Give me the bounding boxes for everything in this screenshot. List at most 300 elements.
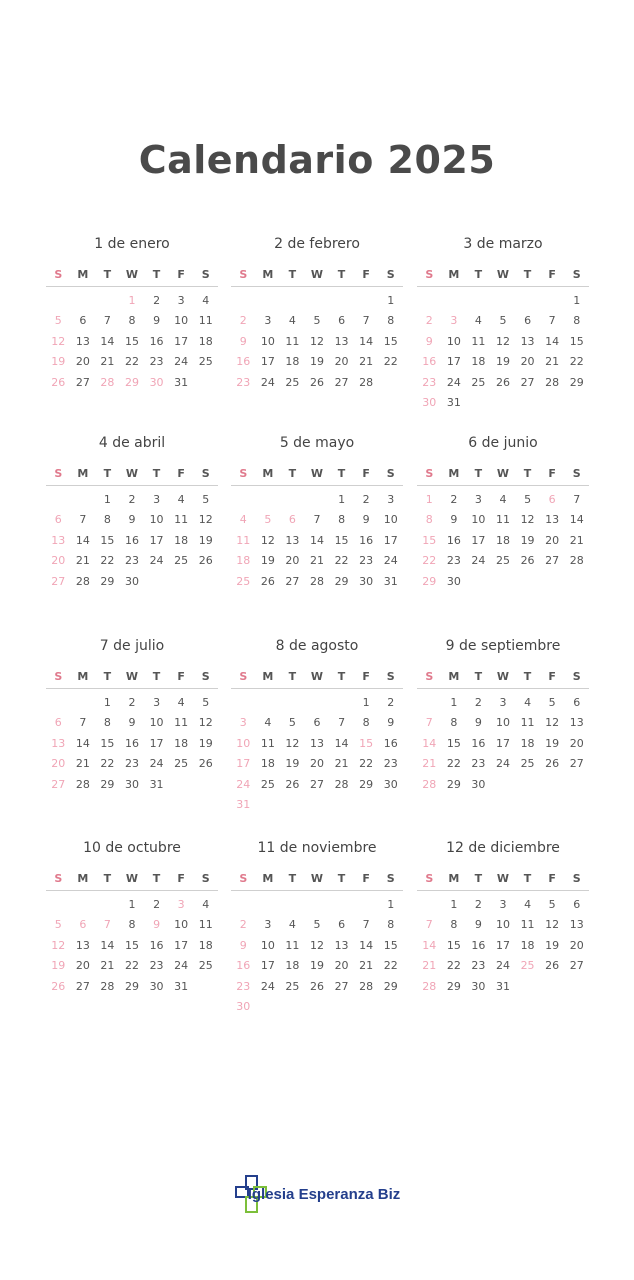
day-cell: 7 xyxy=(362,314,370,328)
day-cell: 10 xyxy=(236,736,251,750)
weekday-label: T xyxy=(523,268,532,281)
day-cell: 6 xyxy=(548,493,556,506)
weekday-label: W xyxy=(496,872,510,885)
day-cell: 24 xyxy=(383,554,398,568)
weekday-label: S xyxy=(572,467,581,480)
day-cell: 16 xyxy=(422,355,437,369)
day-cell: 11 xyxy=(174,513,189,527)
day-cell: 1 xyxy=(103,696,111,709)
weekday-label: S xyxy=(386,268,395,281)
day-cell: 4 xyxy=(524,696,532,709)
day-cell: 7 xyxy=(338,716,346,730)
day-cell: 25 xyxy=(520,757,535,771)
day-cell: 18 xyxy=(285,959,300,973)
weekday-label: S xyxy=(201,268,210,281)
weekday-label: T xyxy=(103,670,112,683)
weekday-label: F xyxy=(362,467,370,480)
day-cell: 23 xyxy=(359,554,374,568)
weekday-label: T xyxy=(337,872,346,885)
day-cell: 8 xyxy=(450,918,458,932)
day-cell: 16 xyxy=(236,355,251,369)
day-cell: 28 xyxy=(359,375,374,389)
weekday-label: S xyxy=(386,467,395,480)
day-cell: 29 xyxy=(100,574,115,588)
day-cell: 16 xyxy=(471,736,486,750)
day-cell: 7 xyxy=(425,918,433,932)
day-cell: 19 xyxy=(285,757,300,771)
day-cell: 21 xyxy=(75,757,90,771)
day-cell: 5 xyxy=(264,513,272,527)
weekday-label: F xyxy=(177,872,185,885)
day-cell: 5 xyxy=(548,898,556,911)
weekday-label: W xyxy=(310,268,324,281)
day-cell: 12 xyxy=(198,716,213,730)
day-cell: 20 xyxy=(51,757,66,771)
day-cell: 10 xyxy=(495,918,510,932)
day-cell: 26 xyxy=(198,554,213,568)
days-grid xyxy=(231,490,403,592)
weekday-label: S xyxy=(54,467,63,480)
day-cell: 3 xyxy=(177,294,185,307)
weekday-label: F xyxy=(548,268,556,281)
weekday-label: M xyxy=(262,872,274,885)
day-cell: 31 xyxy=(236,797,251,811)
day-cell: 6 xyxy=(573,898,581,911)
weekday-label: T xyxy=(288,872,297,885)
month-8 xyxy=(231,635,403,815)
day-cell: 9 xyxy=(153,918,161,932)
day-cell: 15 xyxy=(383,938,398,952)
day-cell: 17 xyxy=(495,938,510,952)
day-cell: 1 xyxy=(387,898,395,911)
day-cell: 3 xyxy=(264,918,272,932)
day-cell: 29 xyxy=(100,777,115,791)
day-cell: 12 xyxy=(51,334,66,348)
day-cell: 29 xyxy=(124,375,139,389)
day-cell: 23 xyxy=(471,959,486,973)
day-cell: 2 xyxy=(153,294,161,307)
day-cell: 4 xyxy=(524,898,532,911)
day-cell: 11 xyxy=(198,918,213,932)
day-cell: 13 xyxy=(520,334,535,348)
day-cell: 6 xyxy=(79,918,87,932)
day-cell: 22 xyxy=(100,554,115,568)
weekday-header xyxy=(417,463,589,486)
day-cell: 30 xyxy=(446,574,461,588)
month-11 xyxy=(231,837,403,1017)
weekday-label: S xyxy=(239,467,248,480)
days-grid xyxy=(417,693,589,795)
day-cell: 13 xyxy=(51,533,66,547)
day-cell: 16 xyxy=(471,938,486,952)
day-cell: 14 xyxy=(75,736,90,750)
day-cell: 13 xyxy=(569,716,584,730)
day-cell: 7 xyxy=(103,314,111,328)
weekday-label: T xyxy=(152,670,161,683)
day-cell: 12 xyxy=(309,334,324,348)
day-cell: 20 xyxy=(520,355,535,369)
day-cell: 22 xyxy=(334,554,349,568)
day-cell: 15 xyxy=(422,533,437,547)
day-cell: 30 xyxy=(359,574,374,588)
day-cell: 4 xyxy=(239,513,247,527)
day-cell: 2 xyxy=(128,696,136,709)
day-cell: 24 xyxy=(260,375,275,389)
day-cell: 9 xyxy=(450,513,458,527)
day-cell: 17 xyxy=(471,533,486,547)
day-cell: 14 xyxy=(75,533,90,547)
day-cell: 11 xyxy=(260,736,275,750)
day-cell: 10 xyxy=(174,918,189,932)
day-cell: 14 xyxy=(359,334,374,348)
day-cell: 16 xyxy=(359,533,374,547)
day-cell: 18 xyxy=(520,736,535,750)
day-cell: 10 xyxy=(471,513,486,527)
weekday-label: S xyxy=(386,872,395,885)
day-cell: 2 xyxy=(387,696,395,709)
day-cell: 19 xyxy=(198,736,213,750)
day-cell: 27 xyxy=(285,574,300,588)
day-cell: 17 xyxy=(149,533,164,547)
day-cell: 15 xyxy=(334,533,349,547)
day-cell: 25 xyxy=(198,355,213,369)
day-cell: 30 xyxy=(149,375,164,389)
day-cell: 6 xyxy=(54,716,62,730)
day-cell: 5 xyxy=(548,696,556,709)
weekday-label: M xyxy=(448,872,460,885)
weekday-label: W xyxy=(496,467,510,480)
day-cell: 1 xyxy=(573,294,581,307)
day-cell: 31 xyxy=(174,375,189,389)
day-cell: 18 xyxy=(236,554,251,568)
day-cell: 28 xyxy=(422,777,437,791)
day-cell: 19 xyxy=(51,959,66,973)
day-cell: 12 xyxy=(260,533,275,547)
month-1 xyxy=(46,233,218,393)
day-cell: 27 xyxy=(51,574,66,588)
weekday-label: T xyxy=(337,268,346,281)
weekday-header xyxy=(231,463,403,486)
month-4 xyxy=(46,432,218,592)
day-cell: 28 xyxy=(100,979,115,993)
day-cell: 19 xyxy=(309,959,324,973)
day-cell: 24 xyxy=(260,979,275,993)
day-cell: 15 xyxy=(383,334,398,348)
day-cell: 11 xyxy=(495,513,510,527)
day-cell: 8 xyxy=(103,513,111,527)
day-cell: 29 xyxy=(569,375,584,389)
day-cell: 16 xyxy=(446,533,461,547)
days-grid xyxy=(231,693,403,815)
day-cell: 10 xyxy=(174,314,189,328)
day-cell: 25 xyxy=(285,375,300,389)
weekday-label: W xyxy=(125,467,139,480)
day-cell: 24 xyxy=(495,757,510,771)
day-cell: 18 xyxy=(260,757,275,771)
day-cell: 30 xyxy=(149,979,164,993)
day-cell: 31 xyxy=(174,979,189,993)
weekday-label: T xyxy=(474,268,483,281)
day-cell: 26 xyxy=(285,777,300,791)
day-cell: 27 xyxy=(569,757,584,771)
day-cell: 27 xyxy=(51,777,66,791)
day-cell: 30 xyxy=(236,999,251,1013)
day-cell: 19 xyxy=(545,938,560,952)
footer xyxy=(0,1174,634,1214)
day-cell: 16 xyxy=(149,938,164,952)
day-cell: 8 xyxy=(362,716,370,730)
day-cell: 3 xyxy=(177,898,185,911)
day-cell: 23 xyxy=(124,757,139,771)
day-cell: 10 xyxy=(260,938,275,952)
day-cell: 26 xyxy=(51,375,66,389)
day-cell: 24 xyxy=(471,554,486,568)
day-cell: 18 xyxy=(285,355,300,369)
day-cell: 29 xyxy=(422,574,437,588)
day-cell: 24 xyxy=(236,777,251,791)
day-cell: 24 xyxy=(149,554,164,568)
day-cell: 31 xyxy=(446,395,461,409)
days-grid xyxy=(46,291,218,393)
day-cell: 14 xyxy=(545,334,560,348)
day-cell: 23 xyxy=(149,355,164,369)
weekday-label: W xyxy=(310,872,324,885)
day-cell: 22 xyxy=(569,355,584,369)
day-cell: 2 xyxy=(450,493,458,506)
weekday-label: S xyxy=(425,872,434,885)
month-2 xyxy=(231,233,403,393)
day-cell: 5 xyxy=(313,314,321,328)
day-cell: 26 xyxy=(51,979,66,993)
day-cell: 27 xyxy=(309,777,324,791)
day-cell: 7 xyxy=(573,493,581,506)
month-title: 1 de enero xyxy=(94,236,170,252)
day-cell: 21 xyxy=(422,757,437,771)
day-cell: 11 xyxy=(285,334,300,348)
day-cell: 8 xyxy=(103,716,111,730)
day-cell: 4 xyxy=(177,493,185,506)
day-cell: 14 xyxy=(309,533,324,547)
day-cell: 15 xyxy=(124,334,139,348)
day-cell: 17 xyxy=(495,736,510,750)
days-grid xyxy=(231,895,403,1017)
day-cell: 26 xyxy=(260,574,275,588)
day-cell: 20 xyxy=(309,757,324,771)
day-cell: 9 xyxy=(474,716,482,730)
day-cell: 21 xyxy=(100,355,115,369)
month-9 xyxy=(417,635,589,795)
day-cell: 14 xyxy=(422,736,437,750)
day-cell: 9 xyxy=(362,513,370,527)
weekday-label: S xyxy=(425,670,434,683)
weekday-label: W xyxy=(125,670,139,683)
day-cell: 3 xyxy=(153,696,161,709)
day-cell: 5 xyxy=(288,716,296,730)
day-cell: 12 xyxy=(198,513,213,527)
weekday-label: W xyxy=(125,268,139,281)
weekday-label: T xyxy=(523,467,532,480)
weekday-label: S xyxy=(54,872,63,885)
weekday-label: F xyxy=(177,268,185,281)
day-cell: 4 xyxy=(474,314,482,328)
weekday-label: W xyxy=(125,872,139,885)
day-cell: 9 xyxy=(128,716,136,730)
day-cell: 15 xyxy=(569,334,584,348)
day-cell: 15 xyxy=(446,938,461,952)
day-cell: 28 xyxy=(334,777,349,791)
day-cell: 12 xyxy=(520,513,535,527)
day-cell: 28 xyxy=(545,375,560,389)
day-cell: 10 xyxy=(446,334,461,348)
weekday-label: T xyxy=(103,872,112,885)
day-cell: 12 xyxy=(545,716,560,730)
day-cell: 6 xyxy=(313,716,321,730)
day-cell: 23 xyxy=(149,959,164,973)
weekday-label: T xyxy=(337,670,346,683)
weekday-label: T xyxy=(152,872,161,885)
day-cell: 12 xyxy=(51,938,66,952)
weekday-label: M xyxy=(77,670,89,683)
days-grid xyxy=(46,895,218,997)
day-cell: 3 xyxy=(239,716,247,730)
day-cell: 14 xyxy=(334,736,349,750)
weekday-label: T xyxy=(474,872,483,885)
month-title: 5 de mayo xyxy=(279,435,355,451)
weekday-label: T xyxy=(152,467,161,480)
day-cell: 26 xyxy=(309,979,324,993)
day-cell: 10 xyxy=(383,513,398,527)
day-cell: 17 xyxy=(236,757,251,771)
day-cell: 15 xyxy=(446,736,461,750)
day-cell: 5 xyxy=(202,696,210,709)
days-grid xyxy=(46,693,218,795)
weekday-label: S xyxy=(572,268,581,281)
weekday-header xyxy=(417,868,589,891)
day-cell: 13 xyxy=(75,334,90,348)
day-cell: 25 xyxy=(520,959,535,973)
day-cell: 2 xyxy=(362,493,370,506)
day-cell: 2 xyxy=(425,314,433,328)
weekday-label: F xyxy=(362,268,370,281)
day-cell: 12 xyxy=(495,334,510,348)
weekday-label: W xyxy=(310,670,324,683)
day-cell: 31 xyxy=(495,979,510,993)
day-cell: 2 xyxy=(239,918,247,932)
day-cell: 22 xyxy=(422,554,437,568)
weekday-header xyxy=(231,666,403,689)
day-cell: 14 xyxy=(359,938,374,952)
weekday-label: S xyxy=(572,872,581,885)
day-cell: 1 xyxy=(425,493,433,506)
day-cell: 29 xyxy=(446,979,461,993)
day-cell: 9 xyxy=(387,716,395,730)
day-cell: 9 xyxy=(425,334,433,348)
day-cell: 23 xyxy=(471,757,486,771)
weekday-label: M xyxy=(262,268,274,281)
weekday-label: T xyxy=(103,467,112,480)
day-cell: 16 xyxy=(236,959,251,973)
day-cell: 1 xyxy=(450,696,458,709)
day-cell: 11 xyxy=(174,716,189,730)
day-cell: 22 xyxy=(100,757,115,771)
weekday-header xyxy=(46,666,218,689)
day-cell: 10 xyxy=(495,716,510,730)
day-cell: 25 xyxy=(285,979,300,993)
day-cell: 26 xyxy=(309,375,324,389)
day-cell: 18 xyxy=(174,736,189,750)
day-cell: 19 xyxy=(51,355,66,369)
day-cell: 8 xyxy=(128,918,136,932)
day-cell: 2 xyxy=(128,493,136,506)
day-cell: 17 xyxy=(174,334,189,348)
day-cell: 17 xyxy=(383,533,398,547)
day-cell: 30 xyxy=(471,979,486,993)
weekday-label: S xyxy=(201,670,210,683)
weekday-label: S xyxy=(239,268,248,281)
month-12 xyxy=(417,837,589,997)
month-title: 8 de agosto xyxy=(275,638,359,654)
day-cell: 7 xyxy=(79,716,87,730)
day-cell: 1 xyxy=(362,696,370,709)
day-cell: 5 xyxy=(313,918,321,932)
days-grid xyxy=(417,291,589,413)
day-cell: 13 xyxy=(309,736,324,750)
day-cell: 30 xyxy=(124,574,139,588)
day-cell: 21 xyxy=(422,959,437,973)
day-cell: 15 xyxy=(359,736,374,750)
day-cell: 19 xyxy=(309,355,324,369)
day-cell: 18 xyxy=(495,533,510,547)
day-cell: 27 xyxy=(75,375,90,389)
day-cell: 3 xyxy=(499,898,507,911)
day-cell: 11 xyxy=(285,938,300,952)
day-cell: 16 xyxy=(124,533,139,547)
day-cell: 13 xyxy=(285,533,300,547)
weekday-label: M xyxy=(448,268,460,281)
day-cell: 13 xyxy=(569,918,584,932)
day-cell: 24 xyxy=(174,959,189,973)
weekday-label: T xyxy=(288,467,297,480)
day-cell: 1 xyxy=(103,493,111,506)
weekday-label: S xyxy=(572,670,581,683)
day-cell: 23 xyxy=(124,554,139,568)
day-cell: 8 xyxy=(425,513,433,527)
day-cell: 3 xyxy=(499,696,507,709)
day-cell: 25 xyxy=(198,959,213,973)
day-cell: 8 xyxy=(450,716,458,730)
day-cell: 8 xyxy=(573,314,581,328)
day-cell: 30 xyxy=(471,777,486,791)
day-cell: 5 xyxy=(202,493,210,506)
day-cell: 3 xyxy=(264,314,272,328)
day-cell: 18 xyxy=(520,938,535,952)
day-cell: 20 xyxy=(569,938,584,952)
weekday-label: S xyxy=(386,670,395,683)
day-cell: 4 xyxy=(288,314,296,328)
day-cell: 20 xyxy=(51,554,66,568)
weekday-label: T xyxy=(474,670,483,683)
weekday-label: T xyxy=(288,268,297,281)
month-title: 12 de diciembre xyxy=(446,840,560,856)
day-cell: 4 xyxy=(202,294,210,307)
weekday-header xyxy=(46,264,218,287)
day-cell: 20 xyxy=(75,355,90,369)
day-cell: 29 xyxy=(334,574,349,588)
day-cell: 5 xyxy=(54,918,62,932)
day-cell: 6 xyxy=(573,696,581,709)
day-cell: 21 xyxy=(75,554,90,568)
weekday-label: F xyxy=(548,467,556,480)
